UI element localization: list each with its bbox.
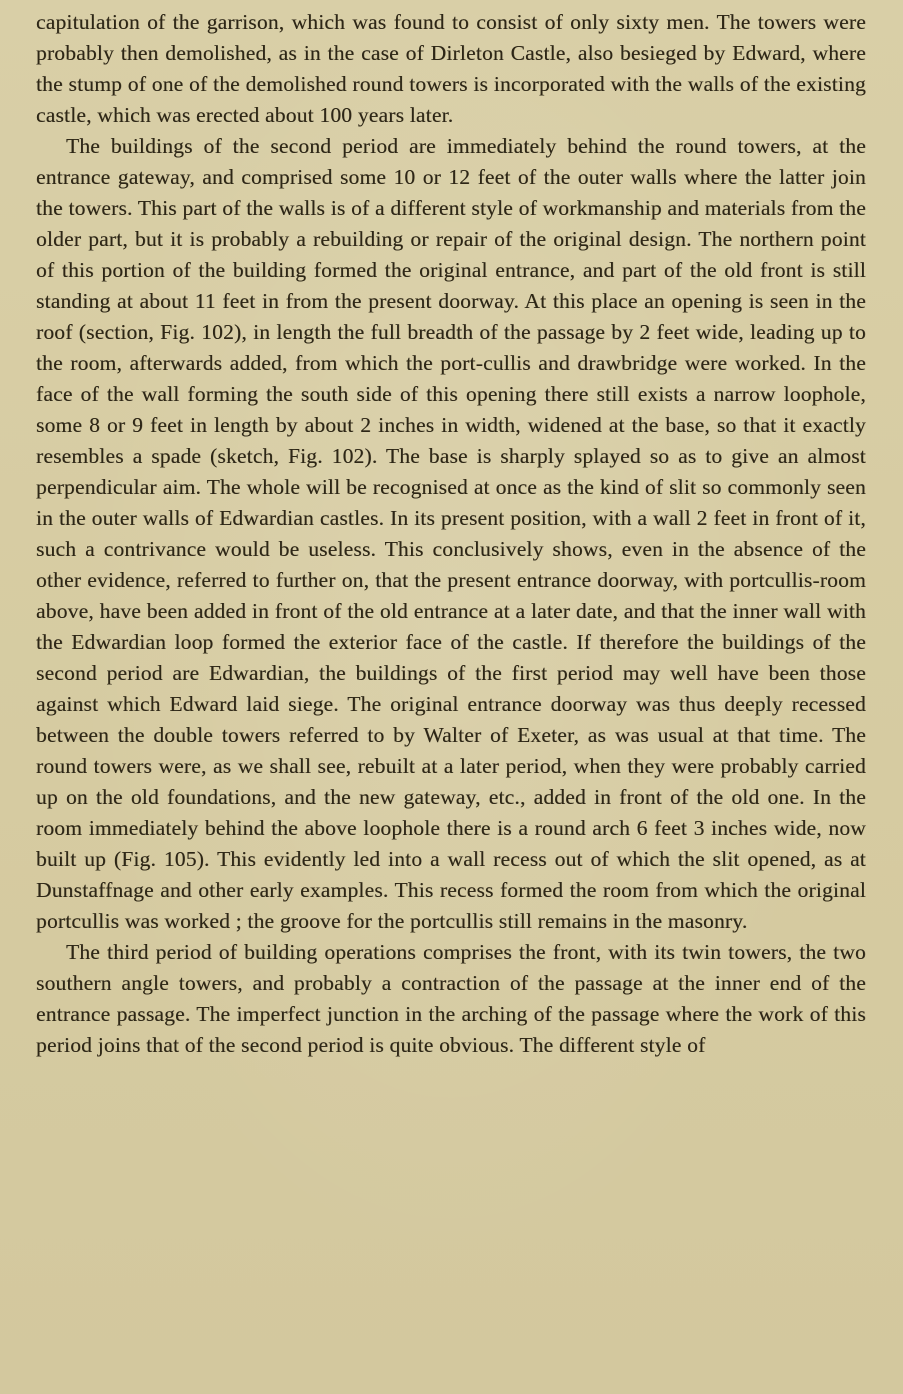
paragraph-capitulation: capitulation of the garrison, which was found to consist of only sixty men. The towers were probably then demolished, as in the case of Dirleton Castle, also besieged by Edward, where the stump of one of the demolished round towers is incorporated with the walls of the existing castle, which was erected about 100 years later. — [36, 10, 866, 127]
paragraph-second-period: The buildings of the second period are immediately behind the round towers, at the entrance gateway, and comprised some 10 or 12 feet of the outer walls where the latter join the towers. This part of the walls is of a different style of workmanship and materials from the older part, but it is probably a rebuilding or repair of the original design. The northern point of this portion of the building formed the original entrance, and part of the old front is still standing at about 11 feet in from the present doorway. At this place an opening is seen in the roof (section, Fig. 102), in length the full breadth of the passage by 2 feet wide, leading up to the room, afterwards added, from which the port-cullis and drawbridge were worked. In the face of the wall forming the south side of this opening there still exists a narrow loophole, some 8 or 9 feet in length by about 2 inches in width, widened at the base, so that it exactly resembles a spade (sketch, Fig. 102). The base is sharply splayed so as to give an almost perpendicular aim. The whole will be recognised at once as the kind of slit so commonly seen in the outer walls of Edwardian castles. In its present position, with a wall 2 feet in front of it, such a contrivance would be useless. This conclusively shows, even in the absence of the other evidence, referred to further on, that the present entrance doorway, with portcullis-room above, have been added in front of the old entrance at a later date, and that the inner wall with the Edwardian loop formed the exterior face of the castle. If therefore the buildings of the second period are Edwardian, the buildings of the first period may well have been those against which Edward laid siege. The original entrance doorway was thus deeply recessed between the double towers referred to by Walter of Exeter, as was usual at that time. The round towers were, as we shall see, rebuilt at a later period, when they were probably carried up on the old foundations, and the new gateway, etc., added in front of the old one. In the room immediately behind the above loophole there is a round arch 6 feet 3 inches wide, now built up (Fig. 105). This evidently led into a wall recess out of which the slit opened, as at Dunstaffnage and other early examples. This recess formed the room from which the original portcullis was worked ; the groove for the portcullis still remains in the masonry. — [36, 134, 866, 933]
paragraph-third-period: The third period of building operations comprises the front, with its twin towers, the two southern angle towers, and probably a contraction of the passage at the inner end of the entrance passage. The imperfect junction in the arching of the passage where the work of this period joins that of the second period is quite obvious. The different style of — [36, 940, 866, 1057]
